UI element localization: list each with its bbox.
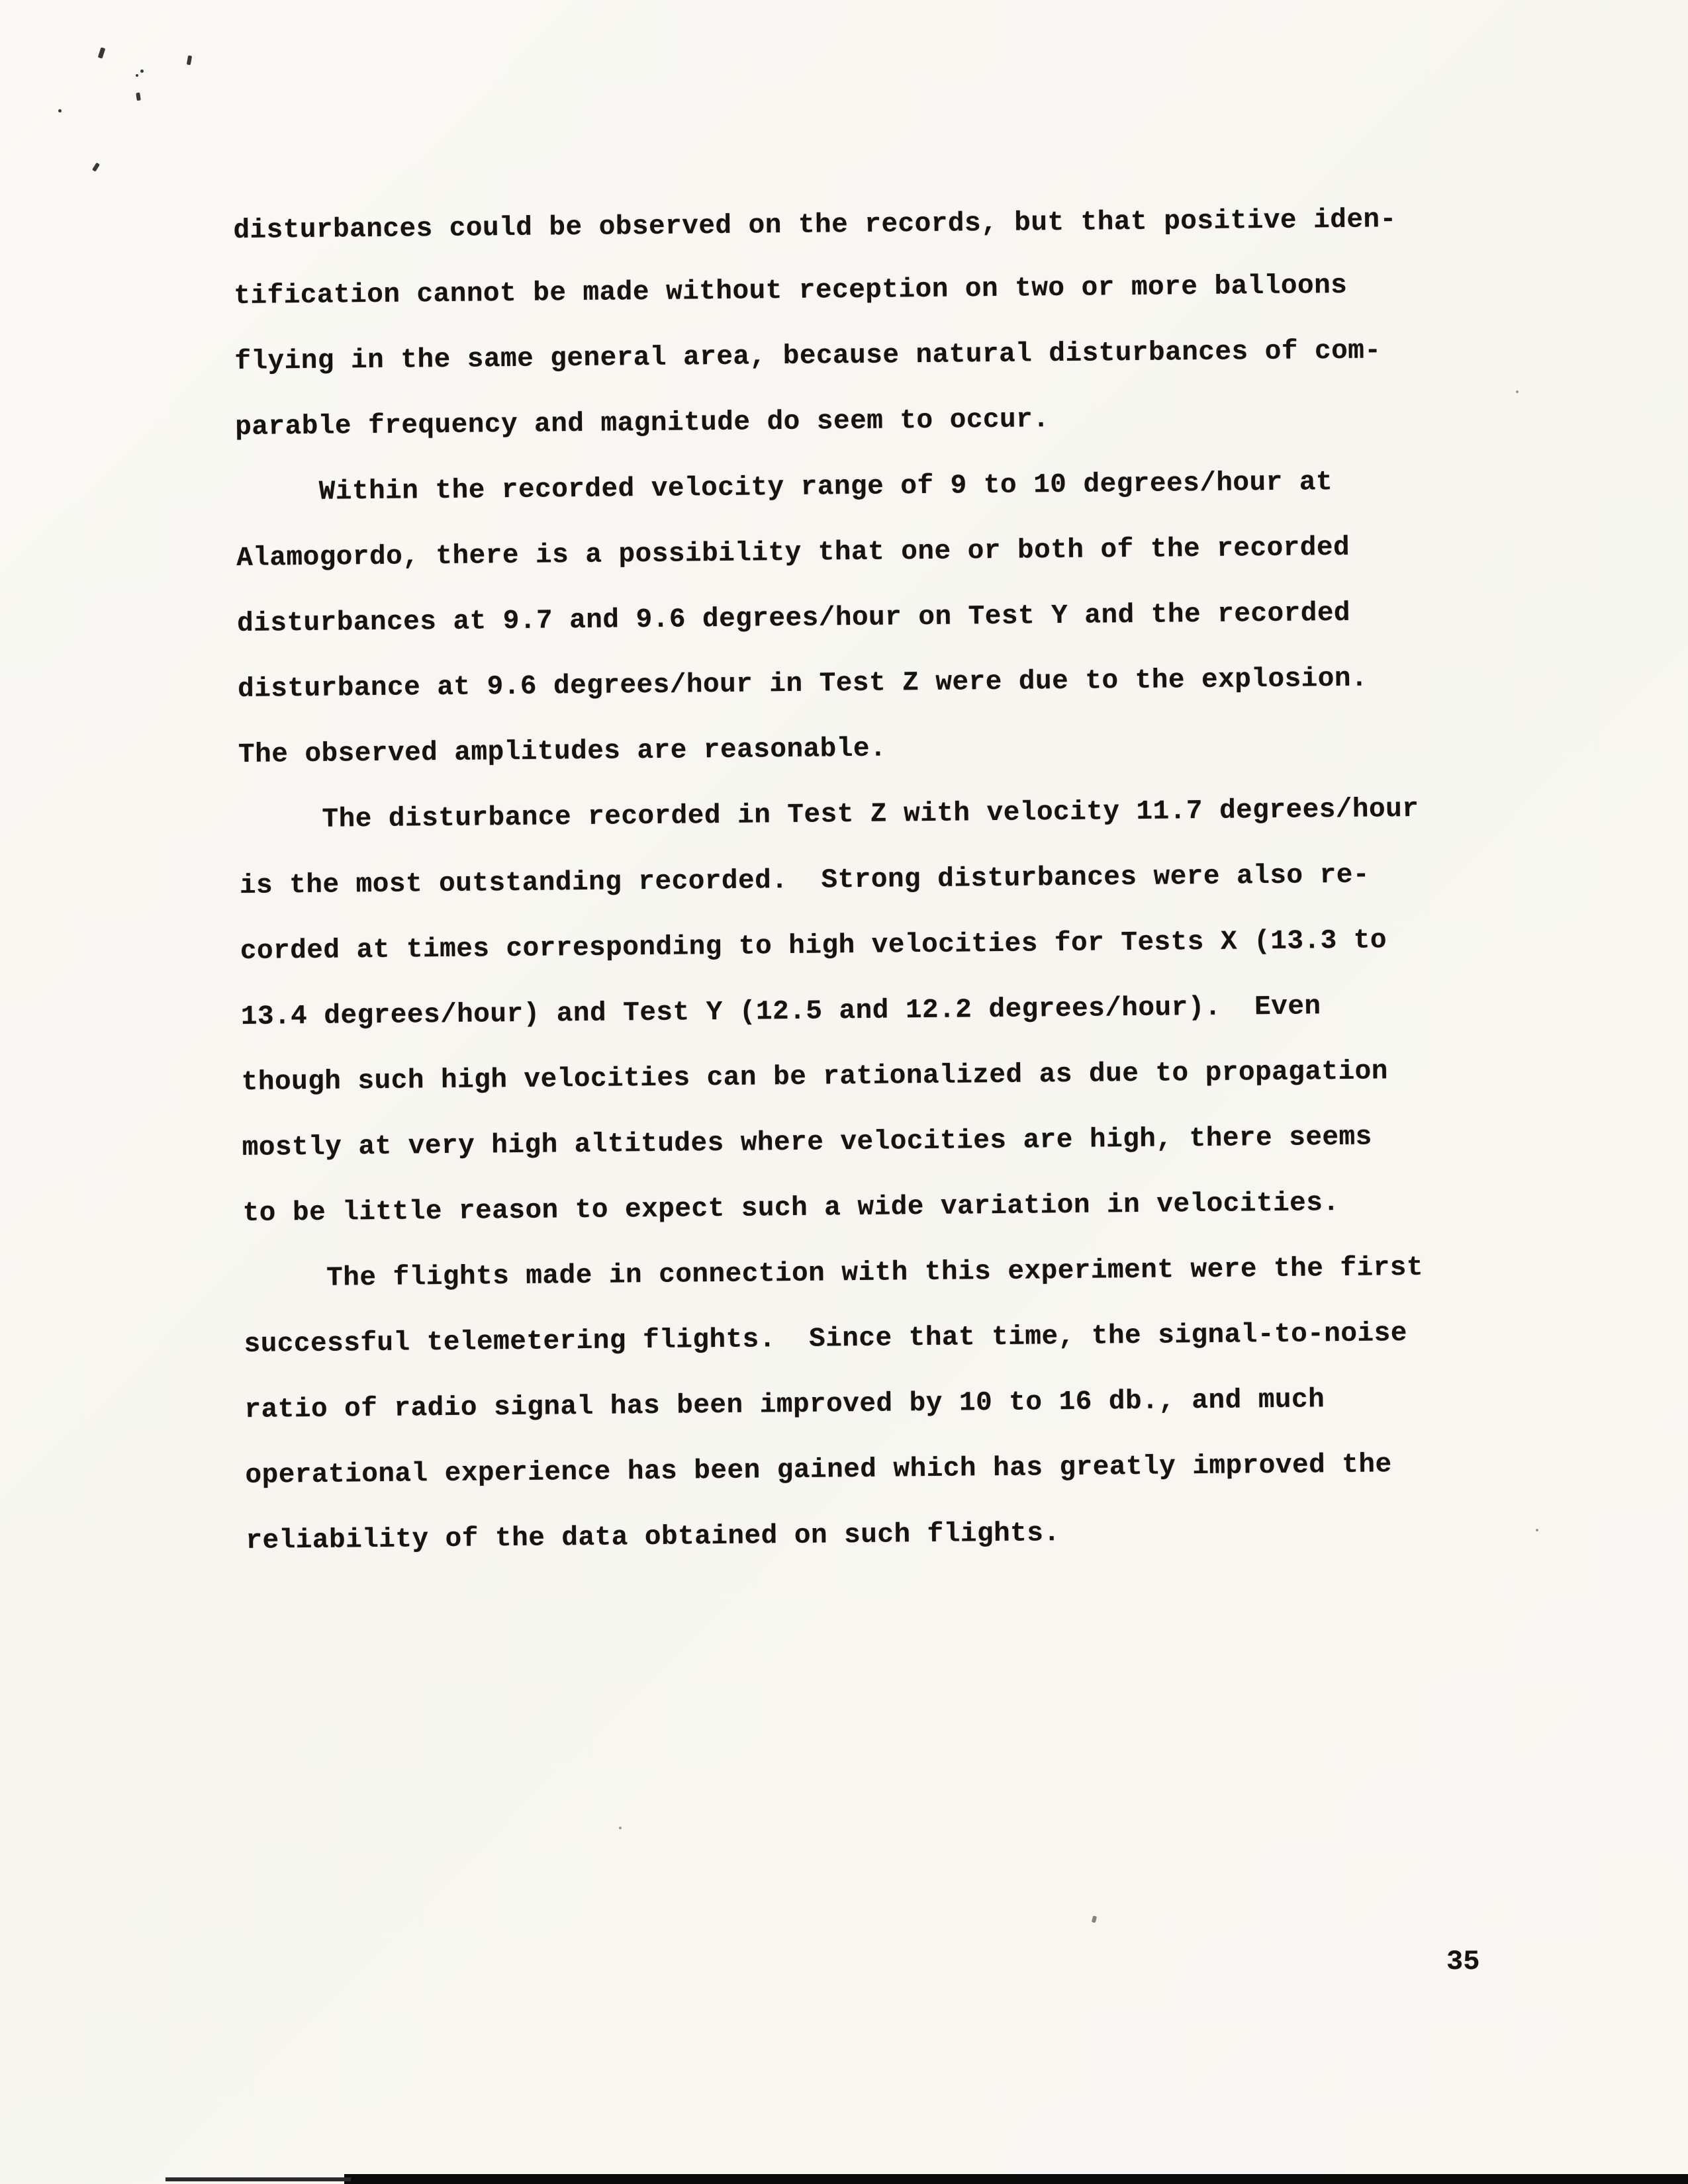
scan-artifact: [187, 56, 192, 66]
scan-artifact: [140, 69, 144, 73]
scan-speck: [619, 1827, 622, 1829]
scan-speck: [1092, 1915, 1097, 1923]
paragraph-4: The flights made in connection with this experiment were the first successful telemetering flights. Since that time, the signal-to-noise ratio of radio signal has been improved by 10 to 16 db., and much operational experience has been gained which has greatly improved the reliability of the data obtained on such flights.: [243, 1252, 1424, 1557]
scan-artifact: [136, 74, 138, 77]
scan-artifact: [136, 93, 141, 101]
scan-speck: [1536, 1529, 1538, 1531]
scan-edge-bar: [344, 2174, 1688, 2184]
scan-artifact: [92, 162, 100, 171]
page-number: 35: [1446, 1946, 1480, 1978]
scan-edge-bar-secondary: [165, 2177, 351, 2181]
scan-speck: [1516, 390, 1519, 393]
scan-artifact: [98, 47, 106, 58]
scan-artifact: [58, 109, 62, 113]
body-text: [233, 187, 1491, 1574]
paragraph-2: Within the recorded velocity range of 9 to 10 degrees/hour at Alamogordo, there is a possibility that one or both of the recorded disturbances at 9.7 and 9.6 degrees/hour on Test Y and the recorded disturbance at 9.6 degrees/hour in Test Z were due to the explosion. The observed amplitudes are reasonable.: [236, 467, 1368, 770]
paragraph-1: disturbances could be observed on the records, but that positive iden- tification cannot be made without reception on two or more balloons flying in the same general area, because natural disturbances of com- parable frequency and magnitude do seem to occur.: [233, 205, 1397, 443]
paragraph-3: The disturbance recorded in Test Z with velocity 11.7 degrees/hour is the most outstanding recorded. Strong disturbances were also re- corded at times corresponding to high velocities for Tests X (13.3 to 13.4 degrees/hour) and Test Y (12.5 and 12.2 degrees/hour). Even though such high velocities can be rationalized as due to propagation mostly at very high altitudes where velocities are high, there seems to be little reason to expect such a wide variation in velocities.: [238, 794, 1419, 1229]
